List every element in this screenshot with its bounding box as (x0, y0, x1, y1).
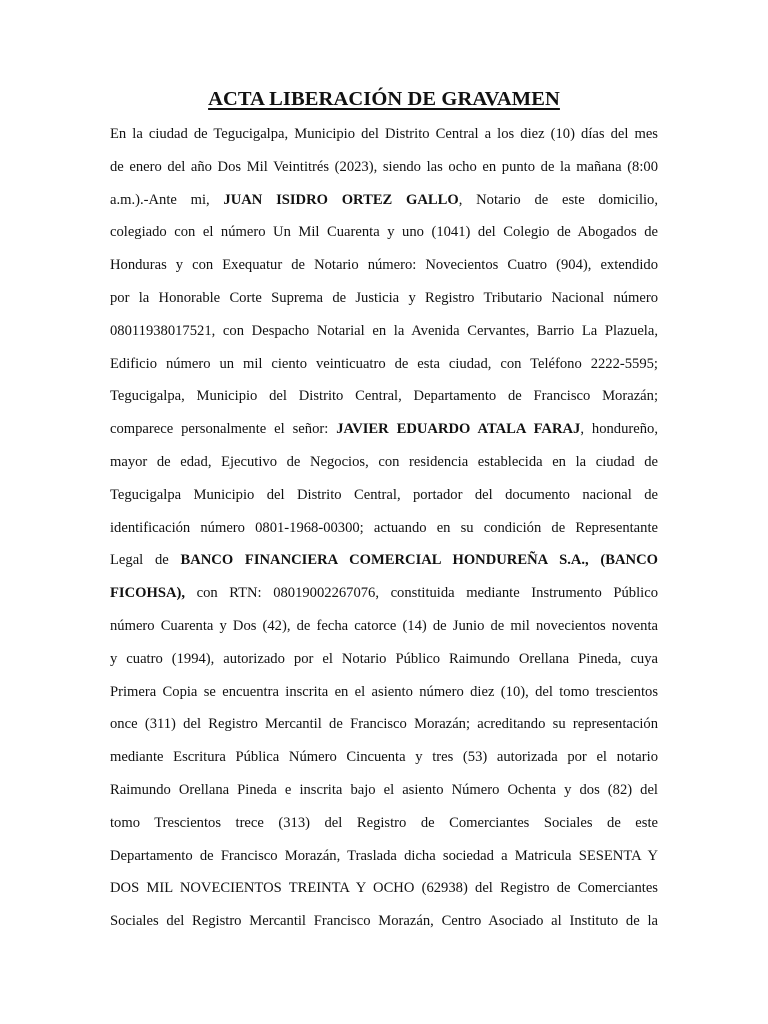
text-segment: Honduras y con Exequatur de Notario número: Novecientos Cuatro (904), extendido (110, 257, 658, 274)
text-segment: mayor de edad, Ejecutivo de Negocios, con residencia establecida en la ciudad de (110, 453, 658, 470)
document-title: ACTA LIBERACIÓN DE GRAVAMEN (208, 88, 560, 110)
bold-text-segment: BANCO FINANCIERA COMERCIAL HONDUREÑA S.A., (BANCO (180, 552, 658, 569)
text-segment: Sociales del Registro Mercantil Francisco Morazán, Centro Asociado al Instituto de la (110, 913, 658, 930)
paragraph-line (110, 151, 658, 184)
text-segment: Tegucigalpa, Municipio del Distrito Central, Departamento de Francisco Morazán; (110, 388, 658, 405)
paragraph-line (110, 413, 658, 446)
paragraph-line (110, 380, 658, 413)
bold-text-segment: JAVIER EDUARDO ATALA FARAJ (336, 421, 581, 438)
document-body (110, 118, 658, 938)
text-segment: once (311) del Registro Mercantil de Francisco Morazán; acreditando su representación (110, 716, 658, 733)
text-segment: con RTN: 08019002267076, constituida mediante Instrumento Público (185, 585, 658, 602)
text-segment: , Notario de este domicilio, (458, 191, 658, 208)
paragraph-line (110, 544, 658, 577)
text-segment: identificación número 0801-1968-00300; actuando en su condición de Representante (110, 519, 658, 536)
paragraph-line (110, 840, 658, 873)
text-segment: , hondureño, (580, 421, 658, 438)
paragraph-line (110, 807, 658, 840)
text-segment: Tegucigalpa Municipio del Distrito Central, portador del documento nacional de (110, 486, 658, 503)
bold-text-segment: JUAN ISIDRO ORTEZ GALLO (223, 191, 459, 208)
paragraph-line (110, 446, 658, 479)
text-segment: Primera Copia se encuentra inscrita en el asiento número diez (10), del tomo trescientos (110, 683, 658, 700)
paragraph-line (110, 118, 658, 151)
text-segment: Departamento de Francisco Morazán, Traslada dicha sociedad a Matricula SESENTA Y (110, 847, 658, 864)
text-segment: 08011938017521, con Despacho Notarial en la Avenida Cervantes, Barrio La Plazuela, (110, 322, 658, 339)
text-segment: Edificio número un mil ciento veinticuatro de esta ciudad, con Teléfono 2222-5595; (110, 355, 658, 372)
paragraph-line (110, 643, 658, 676)
text-segment: En la ciudad de Tegucigalpa, Municipio del Distrito Central a los diez (10) días del mes (110, 126, 658, 142)
paragraph-line (110, 741, 658, 774)
text-segment: tomo Trescientos trece (313) del Registro de Comerciantes Sociales de este (110, 814, 658, 831)
bold-text-segment: FICOHSA), (110, 585, 185, 602)
text-segment: colegiado con el número Un Mil Cuarenta y uno (1041) del Colegio de Abogados de (110, 224, 658, 241)
paragraph-line (110, 676, 658, 709)
paragraph-line (110, 282, 658, 315)
paragraph-line (110, 216, 658, 249)
text-segment: por la Honorable Corte Suprema de Justicia y Registro Tributario Nacional número (110, 289, 658, 306)
text-segment: de enero del año Dos Mil Veintitrés (2023), siendo las ocho en punto de la mañana (8:00 (110, 158, 658, 175)
paragraph-line (110, 774, 658, 807)
paragraph-line (110, 348, 658, 381)
text-segment: Raimundo Orellana Pineda e inscrita bajo el asiento Número Ochenta y dos (82) del (110, 781, 658, 798)
paragraph-line (110, 479, 658, 512)
paragraph-line (110, 610, 658, 643)
paragraph-line (110, 872, 658, 905)
paragraph-line (110, 905, 658, 938)
text-segment: a.m.).-Ante mi, (110, 191, 224, 208)
text-segment: Legal de (110, 552, 181, 569)
paragraph-line (110, 708, 658, 741)
text-segment: número Cuarenta y Dos (42), de fecha catorce (14) de Junio de mil novecientos noventa (110, 617, 658, 634)
document-page (110, 84, 658, 938)
paragraph-line (110, 577, 658, 610)
text-segment: comparece personalmente el señor: (110, 421, 337, 438)
paragraph-line (110, 184, 658, 217)
paragraph-line (110, 315, 658, 348)
text-segment: y cuatro (1994), autorizado por el Notario Público Raimundo Orellana Pineda, cuya (110, 650, 658, 667)
paragraph-line (110, 512, 658, 545)
text-segment: mediante Escritura Pública Número Cincuenta y tres (53) autorizada por el notario (110, 749, 658, 766)
paragraph-line (110, 249, 658, 282)
text-segment: DOS MIL NOVECIENTOS TREINTA Y OCHO (62938) del Registro de Comerciantes (110, 880, 658, 897)
